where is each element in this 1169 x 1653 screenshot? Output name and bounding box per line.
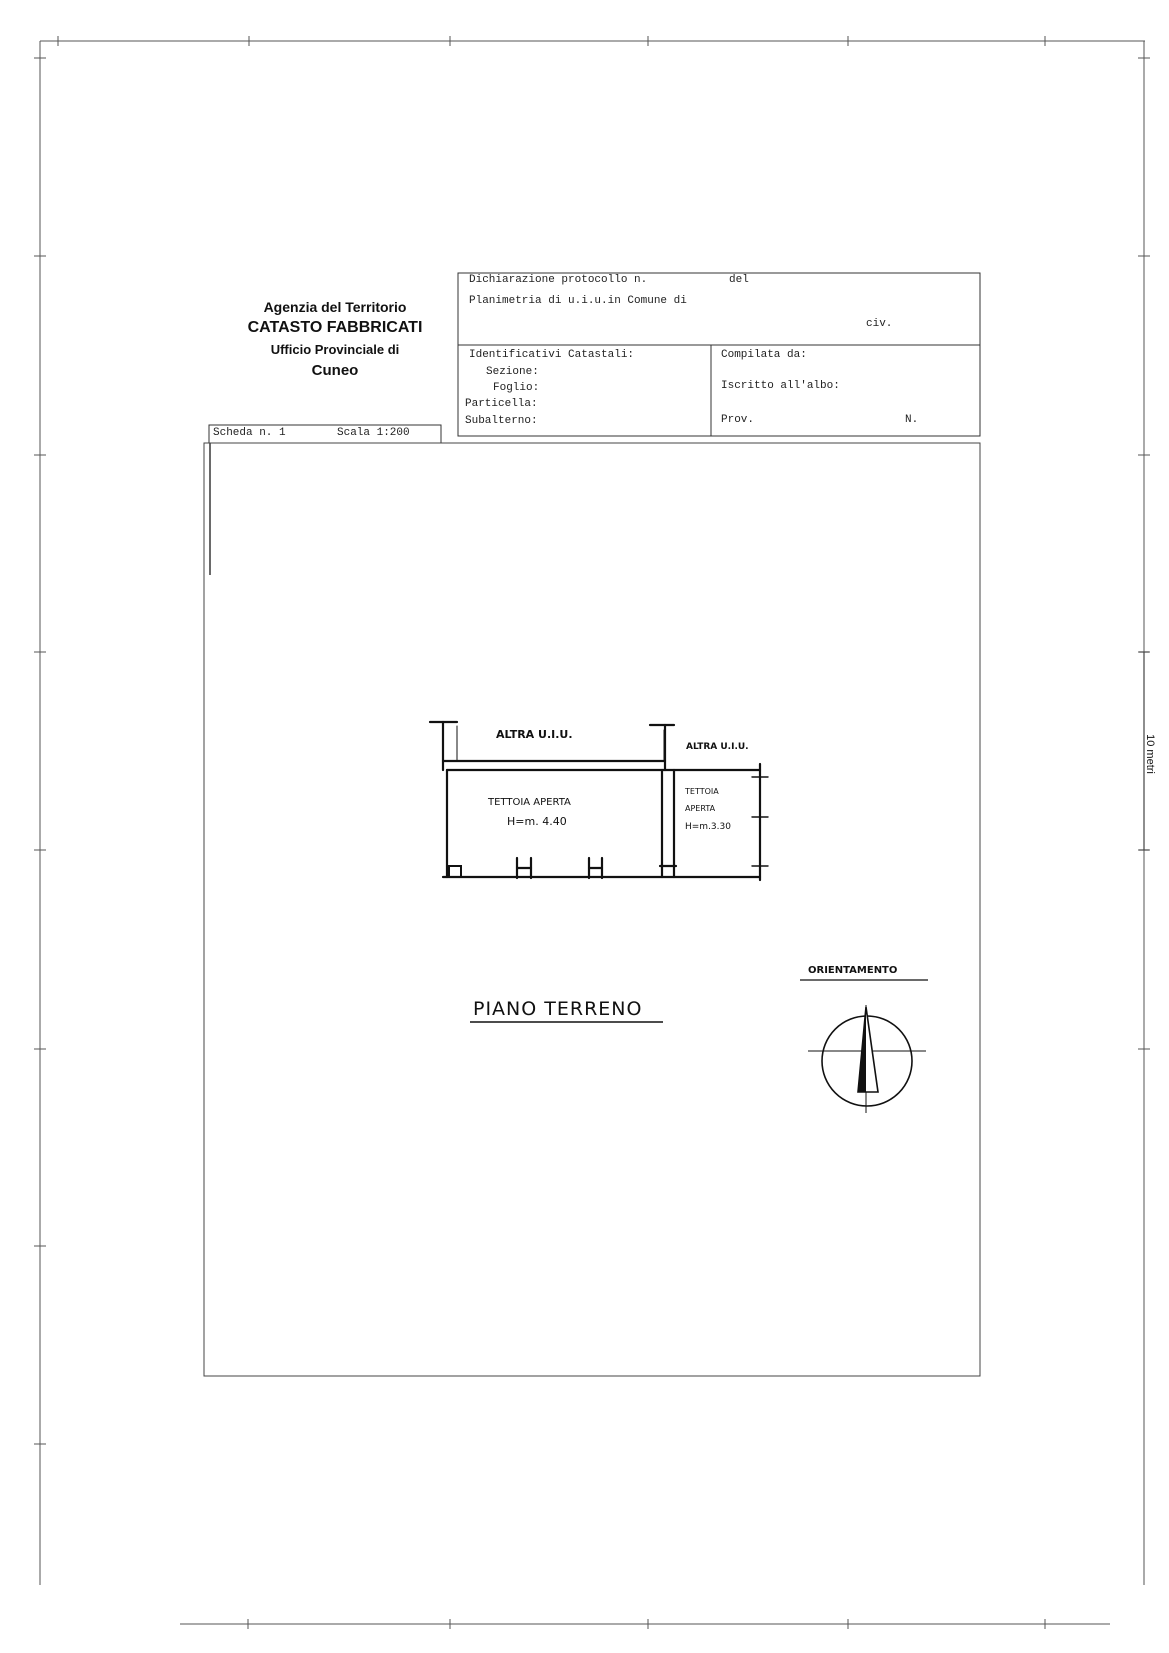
registry-title: CATASTO FABBRICATI [247,319,423,336]
identifiers-title: Identificativi Catastali: [469,349,635,361]
floor-title: PIANO TERRENO [473,998,643,1020]
scale-bar-label: 10 metri [1144,734,1156,774]
side-shed-height-label: H=m.3.30 [685,822,731,832]
main-shed-height-label: H=m. 4.40 [507,815,567,828]
plan-municipality-label: Planimetria di u.i.u.in Comune di [469,295,687,307]
main-shed-label: TETTOIA APERTA [488,797,571,808]
parcel-label: Particella: [465,398,538,410]
side-shed-label-2: APERTA [685,804,716,813]
subordinate-label: Subalterno: [465,415,538,427]
provincial-office-label: Ufficio Provinciale di [270,342,400,357]
drawing-area-border [204,443,980,1376]
other-unit-right-label: ALTRA U.I.U. [686,742,749,752]
side-shed-label: TETTOIA [685,787,719,796]
sheet-number-label: Scheda n. 1 [213,427,286,439]
register-label: Iscritto all'albo: [721,380,840,392]
agency-name: Agenzia del Territorio [263,299,407,315]
date-label: del [729,274,749,286]
province-name: Cuneo [311,362,359,379]
scale-label: Scala 1:200 [337,427,410,439]
sheet-label: Foglio: [493,382,540,394]
registration-number-label: N. [905,414,919,426]
compiled-by-label: Compilata da: [721,349,807,361]
orientation-compass [808,1005,926,1113]
orientation-label: ORIENTAMENTO [808,965,898,976]
province-code-label: Prov. [721,414,755,426]
civic-number-label: civ. [866,318,893,330]
declaration-label: Dichiarazione protocollo n. [469,274,648,286]
section-label: Sezione: [486,366,539,378]
other-unit-top-label: ALTRA U.I.U. [496,728,573,741]
